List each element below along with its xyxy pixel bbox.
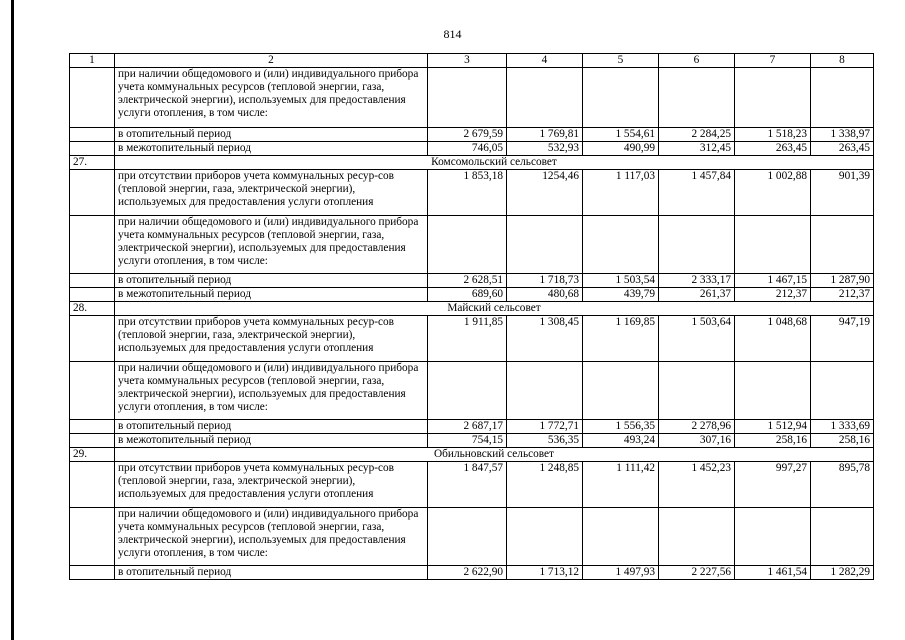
index-cell	[70, 128, 115, 142]
metered-label-row	[70, 68, 874, 128]
row-label: в отопительный период	[115, 128, 428, 142]
empty-cell	[428, 508, 507, 566]
heating-period-row	[70, 420, 874, 434]
value-cell: 2 679,59	[428, 128, 507, 142]
empty-cell	[659, 68, 735, 128]
unmetered-row	[70, 462, 874, 508]
row-label: при наличии общедомового и (или) индивидуального прибора учета коммунальных ресурсов (тепловой энергии, газа, электрической энергии), используемых для предоставления услуги отопления, в том числе:	[115, 68, 428, 128]
index-cell	[70, 142, 115, 156]
value-cell: 2 333,17	[659, 274, 735, 288]
value-cell: 263,45	[811, 142, 874, 156]
value-cell: 1 048,68	[735, 316, 811, 362]
empty-cell	[659, 508, 735, 566]
row-label: при отсутствии приборов учета коммунальных ресур-сов (тепловой энергии, газа, электрической энергии), используемых для предоставления услуги отопления	[115, 462, 428, 508]
row-label: при наличии общедомового и (или) индивидуального прибора учета коммунальных ресурсов (тепловой энергии, газа, электрической энергии), используемых для предоставления услуги отопления, в том числе:	[115, 508, 428, 566]
value-cell: 1254,46	[507, 170, 583, 216]
value-cell: 490,99	[583, 142, 659, 156]
value-cell: 439,79	[583, 288, 659, 302]
value-cell: 536,35	[507, 434, 583, 448]
value-cell: 1 512,94	[735, 420, 811, 434]
value-cell: 1 554,61	[583, 128, 659, 142]
column-header-3: 3	[428, 54, 507, 68]
section-header-row	[70, 156, 874, 170]
column-header-6: 6	[659, 54, 735, 68]
empty-cell	[507, 508, 583, 566]
unmetered-row	[70, 316, 874, 362]
value-cell: 1 308,45	[507, 316, 583, 362]
index-cell	[70, 288, 115, 302]
value-cell: 895,78	[811, 462, 874, 508]
empty-cell	[507, 362, 583, 420]
value-cell: 1 911,85	[428, 316, 507, 362]
value-cell: 258,16	[735, 434, 811, 448]
value-cell: 1 117,03	[583, 170, 659, 216]
value-cell: 493,24	[583, 434, 659, 448]
value-cell: 746,05	[428, 142, 507, 156]
empty-cell	[811, 508, 874, 566]
empty-cell	[583, 362, 659, 420]
empty-cell	[735, 68, 811, 128]
column-header-8: 8	[811, 54, 874, 68]
column-header-2: 2	[115, 54, 428, 68]
value-cell: 1 248,85	[507, 462, 583, 508]
value-cell: 1 002,88	[735, 170, 811, 216]
empty-cell	[659, 216, 735, 274]
value-cell: 1 111,42	[583, 462, 659, 508]
row-label: при наличии общедомового и (или) индивидуального прибора учета коммунальных ресурсов (тепловой энергии, газа, электрической энергии), используемых для предоставления услуги отопления, в том числе:	[115, 216, 428, 274]
tariff-table	[69, 53, 874, 580]
column-header-5: 5	[583, 54, 659, 68]
row-label: при наличии общедомового и (или) индивидуального прибора учета коммунальных ресурсов (тепловой энергии, газа, электрической энергии), используемых для предоставления услуги отопления, в том числе:	[115, 362, 428, 420]
value-cell: 1 338,97	[811, 128, 874, 142]
heating-period-row	[70, 128, 874, 142]
offseason-row	[70, 142, 874, 156]
value-cell: 480,68	[507, 288, 583, 302]
metered-label-row	[70, 508, 874, 566]
value-cell: 2 622,90	[428, 566, 507, 580]
row-label: в межотопительный период	[115, 288, 428, 302]
value-cell: 307,16	[659, 434, 735, 448]
value-cell: 1 333,69	[811, 420, 874, 434]
header-row	[70, 54, 874, 68]
value-cell: 754,15	[428, 434, 507, 448]
empty-cell	[811, 68, 874, 128]
index-cell	[70, 566, 115, 580]
empty-cell	[428, 362, 507, 420]
value-cell: 1 287,90	[811, 274, 874, 288]
row-label: в межотопительный период	[115, 142, 428, 156]
column-header-4: 4	[507, 54, 583, 68]
empty-cell	[583, 216, 659, 274]
section-title: Обильновский сельсовет	[115, 448, 874, 462]
empty-cell	[583, 508, 659, 566]
value-cell: 1 853,18	[428, 170, 507, 216]
value-cell: 1 718,73	[507, 274, 583, 288]
value-cell: 1 772,71	[507, 420, 583, 434]
heating-period-row	[70, 566, 874, 580]
value-cell: 2 284,25	[659, 128, 735, 142]
empty-cell	[811, 216, 874, 274]
value-cell: 1 467,15	[735, 274, 811, 288]
section-header-row	[70, 448, 874, 462]
empty-cell	[428, 216, 507, 274]
index-cell	[70, 362, 115, 420]
index-cell	[70, 68, 115, 128]
value-cell: 689,60	[428, 288, 507, 302]
empty-cell	[507, 216, 583, 274]
value-cell: 2 687,17	[428, 420, 507, 434]
row-label: в межотопительный период	[115, 434, 428, 448]
index-cell	[70, 216, 115, 274]
value-cell: 901,39	[811, 170, 874, 216]
value-cell: 1 461,54	[735, 566, 811, 580]
value-cell: 258,16	[811, 434, 874, 448]
index-cell	[70, 420, 115, 434]
value-cell: 1 497,93	[583, 566, 659, 580]
page-number: 814	[443, 27, 462, 41]
section-title: Комсомольский сельсовет	[115, 156, 874, 170]
value-cell: 1 518,23	[735, 128, 811, 142]
section-title: Майский сельсовет	[115, 302, 874, 316]
value-cell: 212,37	[811, 288, 874, 302]
value-cell: 2 628,51	[428, 274, 507, 288]
value-cell: 1 457,84	[659, 170, 735, 216]
empty-cell	[428, 68, 507, 128]
value-cell: 1 769,81	[507, 128, 583, 142]
section-header-row	[70, 302, 874, 316]
value-cell: 947,19	[811, 316, 874, 362]
value-cell: 1 503,64	[659, 316, 735, 362]
value-cell: 997,27	[735, 462, 811, 508]
value-cell: 1 847,57	[428, 462, 507, 508]
offseason-row	[70, 288, 874, 302]
index-cell	[70, 508, 115, 566]
heating-period-row	[70, 274, 874, 288]
unmetered-row	[70, 170, 874, 216]
value-cell: 1 452,23	[659, 462, 735, 508]
empty-cell	[735, 362, 811, 420]
row-label: в отопительный период	[115, 566, 428, 580]
value-cell: 1 169,85	[583, 316, 659, 362]
value-cell: 261,37	[659, 288, 735, 302]
value-cell: 2 278,96	[659, 420, 735, 434]
index-cell	[70, 462, 115, 508]
index-cell	[70, 170, 115, 216]
empty-cell	[583, 68, 659, 128]
metered-label-row	[70, 216, 874, 274]
section-index: 27.	[70, 156, 115, 170]
column-header-1: 1	[70, 54, 115, 68]
row-label: при отсутствии приборов учета коммунальных ресур-сов (тепловой энергии, газа, электрической энергии), используемых для предоставления услуги отопления	[115, 170, 428, 216]
value-cell: 1 713,12	[507, 566, 583, 580]
value-cell: 263,45	[735, 142, 811, 156]
value-cell: 1 503,54	[583, 274, 659, 288]
page-edge-shadow	[11, 0, 14, 640]
empty-cell	[659, 362, 735, 420]
metered-label-row	[70, 362, 874, 420]
index-cell	[70, 434, 115, 448]
empty-cell	[735, 216, 811, 274]
value-cell: 532,93	[507, 142, 583, 156]
row-label: в отопительный период	[115, 274, 428, 288]
value-cell: 2 227,56	[659, 566, 735, 580]
section-index: 29.	[70, 448, 115, 462]
offseason-row	[70, 434, 874, 448]
section-index: 28.	[70, 302, 115, 316]
index-cell	[70, 274, 115, 288]
empty-cell	[735, 508, 811, 566]
value-cell: 1 556,35	[583, 420, 659, 434]
table-body	[70, 54, 874, 580]
value-cell: 1 282,29	[811, 566, 874, 580]
value-cell: 312,45	[659, 142, 735, 156]
column-header-7: 7	[735, 54, 811, 68]
row-label: при отсутствии приборов учета коммунальных ресур-сов (тепловой энергии, газа, электрической энергии), используемых для предоставления услуги отопления	[115, 316, 428, 362]
value-cell: 212,37	[735, 288, 811, 302]
empty-cell	[507, 68, 583, 128]
index-cell	[70, 316, 115, 362]
row-label: в отопительный период	[115, 420, 428, 434]
empty-cell	[811, 362, 874, 420]
